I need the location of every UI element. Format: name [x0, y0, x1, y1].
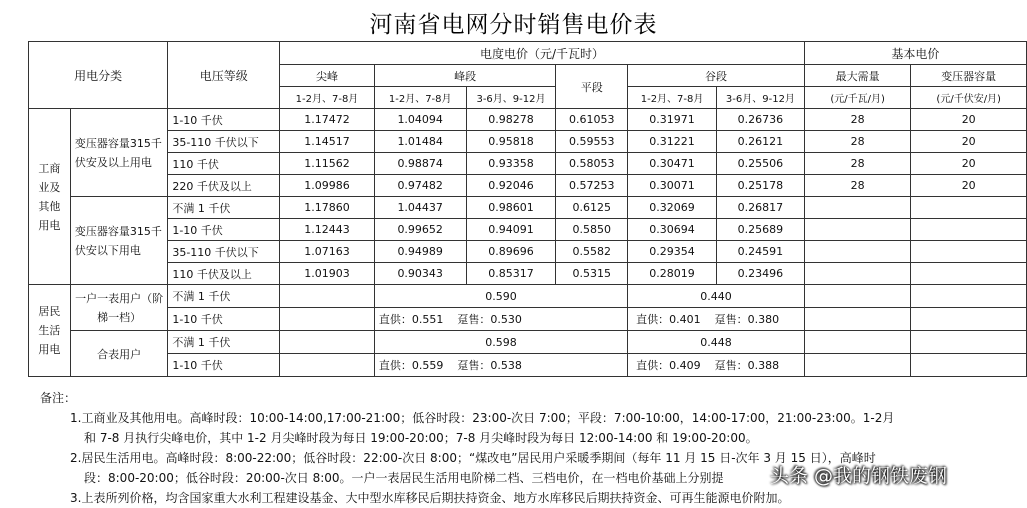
tariff-table	[28, 41, 1027, 377]
resident-valley-split	[628, 308, 805, 331]
header-basic-group: 基本电价	[804, 42, 1026, 65]
price-cell: 1.01903	[280, 263, 375, 285]
resident-valley-price: 0.448	[628, 331, 805, 354]
price-cell: 0.24591	[716, 241, 804, 263]
direct-price: 直供：0.551	[378, 313, 444, 326]
note-3: 3.上表所列价格，均含国家重大水利工程建设基金、大中型水库移民后期扶持资金、地方水库移民后期扶持资金、可再生能源电价附加。	[70, 491, 790, 505]
group-shared-meter: 合表用户	[70, 331, 168, 377]
price-cell: 0.98601	[466, 197, 556, 219]
price-cell: 1.09986	[280, 175, 375, 197]
resident-peak-price: 0.590	[374, 285, 627, 308]
demand-cell	[804, 308, 911, 331]
header-sharp-months: 1-2月、7-8月	[280, 87, 375, 109]
voltage-cell: 110 千伏	[168, 153, 280, 175]
transformer-cell	[911, 197, 1027, 219]
transformer-cell: 20	[911, 153, 1027, 175]
price-cell: 1.17860	[280, 197, 375, 219]
resident-valley-split	[628, 354, 805, 377]
resale-price: 趸售：0.380	[714, 313, 780, 326]
price-cell: 0.5850	[556, 219, 628, 241]
note-1: 1.工商业及其他用电。高峰时段：10:00-14:00,17:00-21:00；低谷时段：23:00-次日 7:00；平段：7:00-10:00，14:00-17:00，21:00-23:00。1-2月	[70, 411, 895, 425]
transformer-cell	[911, 308, 1027, 331]
resident-peak-split	[374, 354, 627, 377]
demand-cell	[804, 241, 911, 263]
voltage-cell: 不满 1 千伏	[168, 285, 280, 308]
voltage-cell: 220 千伏及以上	[168, 175, 280, 197]
note-1-cont: 和 7-8 月执行尖峰电价，其中 1-2 月尖峰时段为每日 19:00-20:00；7-8 月尖峰时段为每日 12:00-14:00 和 19:00-20:00。	[84, 431, 758, 445]
voltage-cell: 1-10 千伏	[168, 109, 280, 131]
voltage-cell: 110 千伏及以上	[168, 263, 280, 285]
price-cell: 0.26817	[716, 197, 804, 219]
price-cell: 0.6125	[556, 197, 628, 219]
price-cell: 0.92046	[466, 175, 556, 197]
price-cell: 0.94989	[374, 241, 466, 263]
price-cell: 0.58053	[556, 153, 628, 175]
price-cell: 0.90343	[374, 263, 466, 285]
price-cell: 1.07163	[280, 241, 375, 263]
demand-cell	[804, 197, 911, 219]
group-one-meter: 一户一表用户（阶梯一档）	[70, 285, 168, 331]
group-large-transformer: 变压器容量315千伏安及以上用电	[70, 109, 168, 197]
price-cell: 0.5315	[556, 263, 628, 285]
empty-cell	[280, 354, 375, 377]
price-cell: 0.26121	[716, 131, 804, 153]
header-max-demand: 最大需量	[804, 65, 911, 87]
price-cell: 0.93358	[466, 153, 556, 175]
demand-cell: 28	[804, 131, 911, 153]
header-category: 用电分类	[29, 42, 168, 109]
header-voltage: 电压等级	[168, 42, 280, 109]
price-cell: 1.14517	[280, 131, 375, 153]
demand-cell: 28	[804, 153, 911, 175]
price-cell: 0.59553	[556, 131, 628, 153]
price-cell: 0.98278	[466, 109, 556, 131]
price-cell: 1.12443	[280, 219, 375, 241]
price-cell: 0.25689	[716, 219, 804, 241]
direct-price: 直供：0.559	[378, 359, 444, 372]
group-resident: 居民生活用电	[29, 285, 71, 377]
demand-cell: 28	[804, 175, 911, 197]
page-title: 河南省电网分时销售电价表	[369, 12, 658, 38]
transformer-cell	[911, 354, 1027, 377]
voltage-cell: 35-110 千伏以下	[168, 131, 280, 153]
voltage-cell: 1-10 千伏	[168, 354, 280, 377]
group-commercial: 工商业及其他用电	[29, 109, 71, 285]
demand-cell: 28	[804, 109, 911, 131]
header-peak: 峰段	[374, 65, 556, 87]
empty-cell	[280, 285, 375, 308]
price-cell: 0.25178	[716, 175, 804, 197]
price-cell: 0.95818	[466, 131, 556, 153]
price-cell: 0.23496	[716, 263, 804, 285]
price-cell: 0.29354	[628, 241, 717, 263]
resale-price: 趸售：0.530	[457, 313, 522, 326]
demand-cell	[804, 354, 911, 377]
transformer-cell	[911, 241, 1027, 263]
demand-cell	[804, 285, 911, 308]
price-cell: 0.31221	[628, 131, 717, 153]
demand-cell	[804, 331, 911, 354]
demand-cell	[804, 219, 911, 241]
header-transformer: 变压器容量	[911, 65, 1027, 87]
price-cell: 1.17472	[280, 109, 375, 131]
resident-valley-price: 0.440	[628, 285, 805, 308]
transformer-cell	[911, 219, 1027, 241]
price-cell: 1.04094	[374, 109, 466, 131]
demand-cell	[804, 263, 911, 285]
watermark: 头条 @我的钢铁废钢	[770, 465, 948, 487]
direct-price: 直供：0.401	[636, 313, 701, 326]
empty-cell	[280, 331, 375, 354]
price-cell: 0.28019	[628, 263, 717, 285]
header-price-group: 电度电价（元/千瓦时）	[280, 42, 805, 65]
resale-price: 趸售：0.538	[457, 359, 522, 372]
group-small-transformer: 变压器容量315千伏安以下用电	[70, 197, 168, 285]
price-cell: 0.31971	[628, 109, 717, 131]
price-cell: 0.85317	[466, 263, 556, 285]
notes-label: 备注：	[40, 391, 77, 405]
header-peak-months-2: 3-6月、9-12月	[466, 87, 556, 109]
price-cell: 0.97482	[374, 175, 466, 197]
transformer-cell	[911, 285, 1027, 308]
transformer-cell: 20	[911, 175, 1027, 197]
header-flat: 平段	[556, 65, 628, 109]
note-2: 2.居民生活用电。高峰时段：8:00-22:00；低谷时段：22:00-次日 8:00；“煤改电”居民用户采暖季期间（每年 11 月 15 日-次年 3 月 15 日），高峰时	[70, 451, 876, 465]
voltage-cell: 1-10 千伏	[168, 219, 280, 241]
notes-section	[40, 388, 1020, 508]
voltage-cell: 不满 1 千伏	[168, 331, 280, 354]
price-cell: 0.30071	[628, 175, 717, 197]
price-cell: 1.01484	[374, 131, 466, 153]
header-transformer-unit: (元/千伏安/月)	[911, 87, 1027, 109]
price-cell: 0.32069	[628, 197, 717, 219]
price-cell: 0.61053	[556, 109, 628, 131]
voltage-cell: 不满 1 千伏	[168, 197, 280, 219]
resident-peak-split	[374, 308, 627, 331]
price-cell: 0.94091	[466, 219, 556, 241]
transformer-cell: 20	[911, 131, 1027, 153]
header-valley: 谷段	[628, 65, 805, 87]
price-cell: 0.57253	[556, 175, 628, 197]
resale-price: 趸售：0.388	[714, 359, 780, 372]
price-cell: 0.30694	[628, 219, 717, 241]
note-2-cont: 段：8:00-20:00；低谷时段：20:00-次日 8:00。一户一表居民生活用电阶梯二档、三档电价，在一档电价基础上分别提	[84, 471, 724, 485]
price-cell: 0.25506	[716, 153, 804, 175]
price-cell: 0.89696	[466, 241, 556, 263]
header-sharp: 尖峰	[280, 65, 375, 87]
direct-price: 直供：0.409	[636, 359, 701, 372]
header-demand-unit: (元/千瓦/月)	[804, 87, 911, 109]
header-valley-months-2: 3-6月、9-12月	[716, 87, 804, 109]
price-cell: 1.11562	[280, 153, 375, 175]
price-cell: 1.04437	[374, 197, 466, 219]
price-cell: 0.5582	[556, 241, 628, 263]
transformer-cell	[911, 263, 1027, 285]
resident-peak-price: 0.598	[374, 331, 627, 354]
transformer-cell: 20	[911, 109, 1027, 131]
empty-cell	[280, 308, 375, 331]
transformer-cell	[911, 331, 1027, 354]
header-peak-months-1: 1-2月、7-8月	[374, 87, 466, 109]
header-valley-months-1: 1-2月、7-8月	[628, 87, 717, 109]
price-cell: 0.99652	[374, 219, 466, 241]
price-cell: 0.98874	[374, 153, 466, 175]
voltage-cell: 35-110 千伏以下	[168, 241, 280, 263]
voltage-cell: 1-10 千伏	[168, 308, 280, 331]
price-cell: 0.26736	[716, 109, 804, 131]
price-cell: 0.30471	[628, 153, 717, 175]
